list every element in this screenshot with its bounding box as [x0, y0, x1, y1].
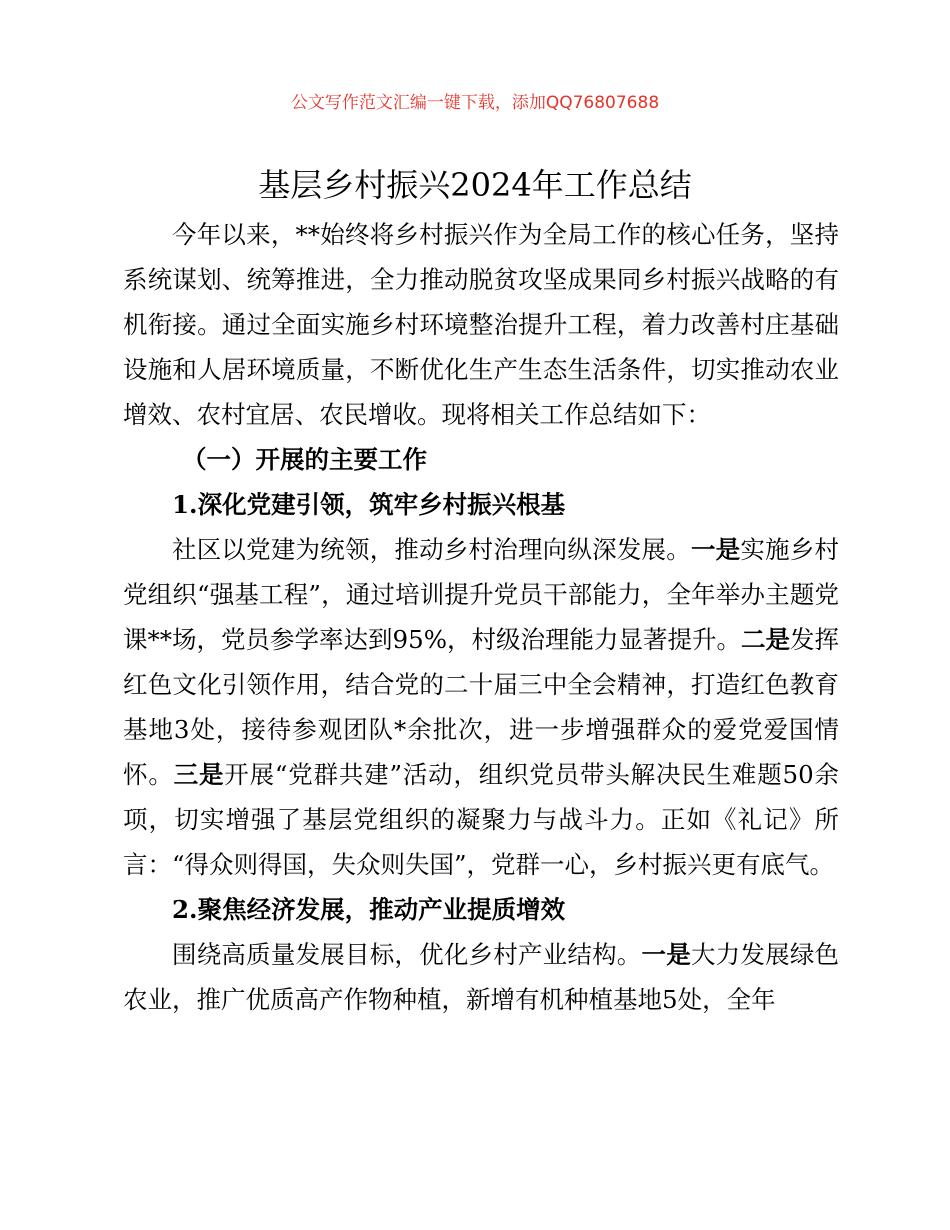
- point-text: 开展“党群共建”活动，组织党员带头解决民生难题50余项，切实增强了基层党组织的凝聚力与战斗力。正如《礼记》所言：“得众则得国，失众则失国”，党群一心，乡村振兴更有底气。: [123, 760, 840, 879]
- paragraph-party-building: [123, 527, 839, 887]
- point-text: 实施乡村党组织“强基工程”，通过培训提升党员干部能力，全年举办主题党课**场，党员参学率达到95%，村级治理能力显著提升。: [123, 535, 840, 654]
- point-label: 一是: [641, 940, 691, 969]
- section-heading: （一）开展的主要工作: [182, 445, 427, 474]
- subsection-heading-1: 1.深化党建引领，筑牢乡村振兴根基: [172, 490, 566, 519]
- point-text: 发挥红色文化引领作用，结合党的二十届三中全会精神，打造红色教育基地3处，接待参观团队*余批次，进一步增强群众的爱党爱国情怀。: [123, 625, 840, 789]
- point-text: 大力发展绿色农业，推广优质高产作物种植，新增有机种植基地5处，全年: [123, 940, 840, 1014]
- point-label: 三是: [173, 760, 225, 789]
- document-title: 基层乡村振兴2024年工作总结: [258, 166, 692, 204]
- intro-paragraph: 今年以来，**始终将乡村振兴作为全局工作的核心任务，坚持系统谋划、统筹推进，全力推动脱贫攻坚成果同乡村振兴战略的有机衔接。通过全面实施乡村环境整治提升工程，着力改善村庄基础设施和人居环境质量，不断优化生产生态生活条件，切实推动农业增效、农村宜居、农民增收。现将相关工作总结如下：: [123, 220, 839, 429]
- paragraph-lead: 围绕高质量发展目标，优化乡村产业结构。: [172, 940, 642, 969]
- point-label: 二是: [741, 625, 791, 654]
- paragraph-economy: [123, 932, 839, 1022]
- subsection-heading-2: 2.聚焦经济发展，推动产业提质增效: [172, 895, 566, 924]
- point-label: 一是: [690, 535, 741, 564]
- download-banner: 公文写作范文汇编一键下载，添加QQ76807688: [290, 93, 660, 113]
- document-body: [123, 212, 839, 1022]
- paragraph-lead: 社区以党建为统领，推动乡村治理向纵深发展。: [172, 535, 691, 564]
